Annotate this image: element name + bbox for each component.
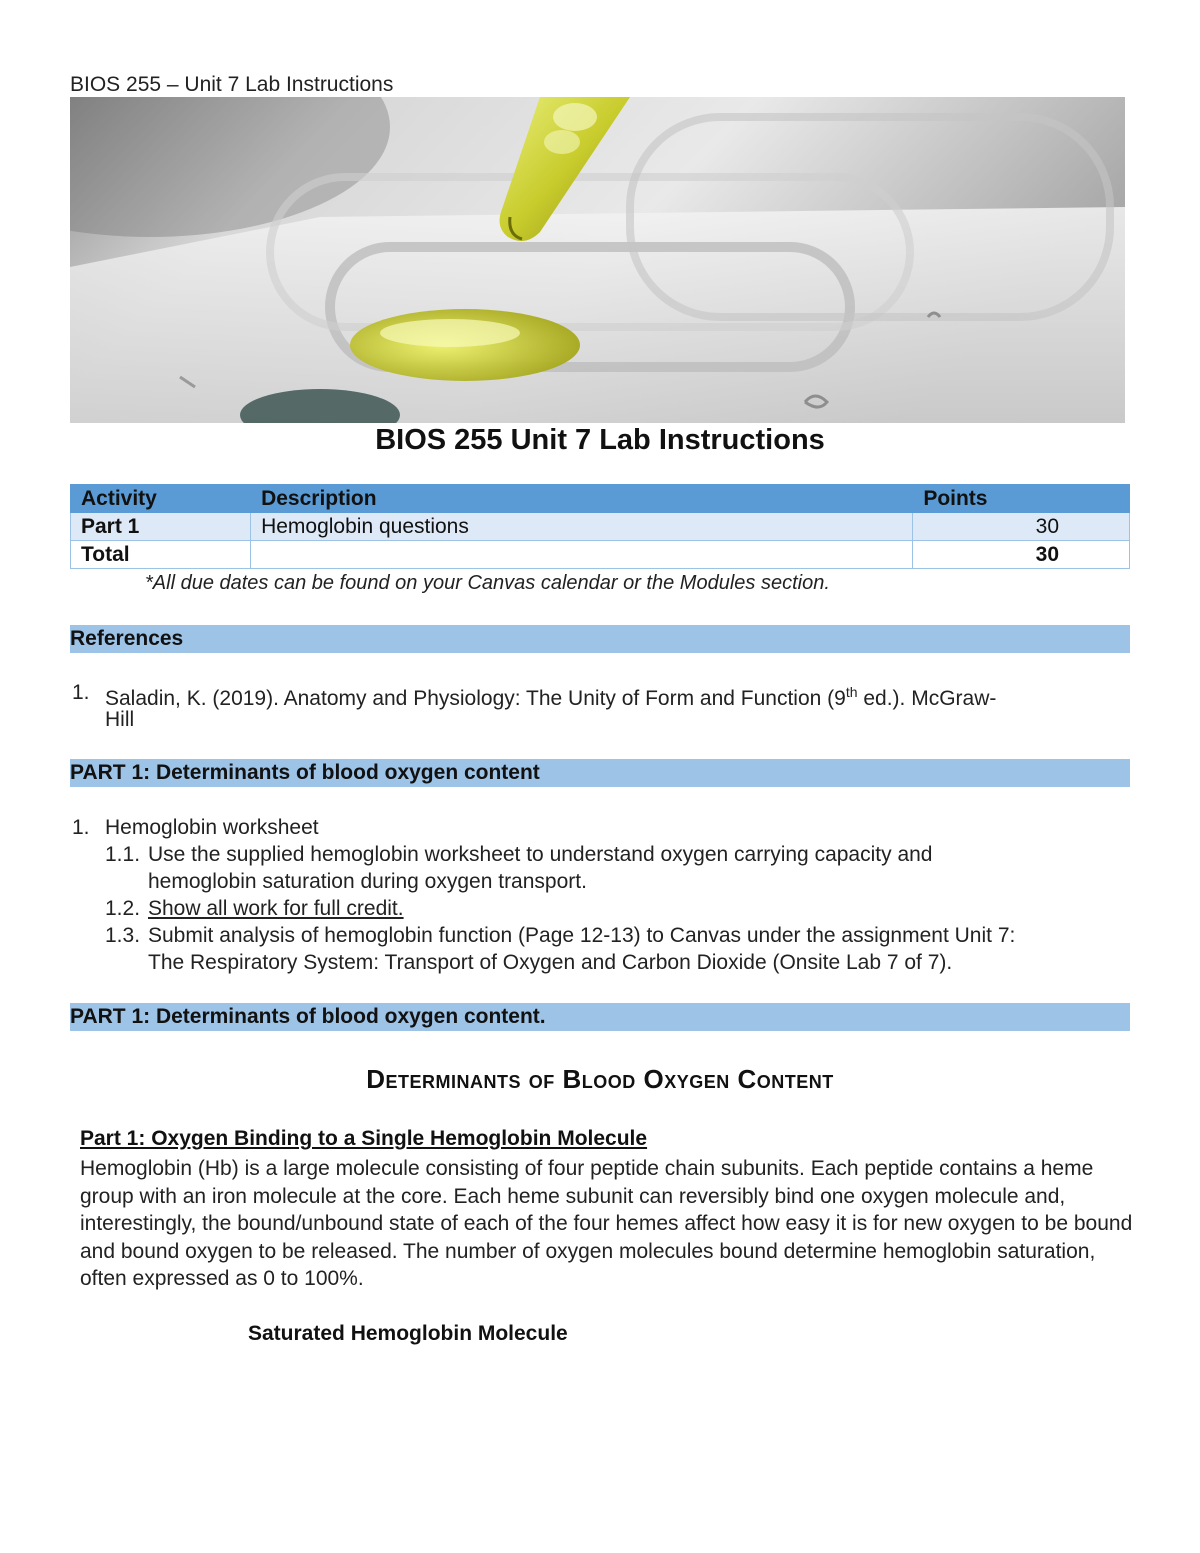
reference-text-b: ed.). McGraw- (857, 687, 997, 710)
header-description: Description (251, 485, 913, 513)
reference-number: 1. (72, 681, 90, 704)
table-header-row (71, 485, 1130, 513)
subitem-number: 1.2. (105, 897, 141, 920)
worksheet-title: Determinants of Blood Oxygen Content (366, 1064, 834, 1094)
reference-text-a: Saladin, K. (2019). Anatomy and Physiology: The Unity of Form and Function (9 (105, 687, 846, 710)
references-heading (70, 625, 1130, 653)
subitem-number: 1.3. (105, 924, 141, 947)
subitem-text: Submit analysis of hemoglobin function (Page 12-13) to Canvas under the assignment Unit 7: (148, 924, 1016, 947)
item-hemoglobin-worksheet: Hemoglobin worksheet (105, 816, 319, 839)
header-activity: Activity (71, 485, 251, 513)
subitem-text-cont: The Respiratory System: Transport of Oxygen and Carbon Dioxide (Onsite Lab 7 of 7). (148, 951, 953, 974)
cell-description (251, 541, 913, 569)
cell-activity: Part 1 (71, 513, 251, 541)
due-dates-note: *All due dates can be found on your Canvas calendar or the Modules section. (145, 572, 830, 594)
reference-line2: Hill (105, 708, 135, 731)
cell-points: 30 (913, 513, 1130, 541)
part1-band-2 (70, 1003, 1130, 1031)
worksheet-part-heading: Part 1: Oxygen Binding to a Single Hemoglobin Molecule (80, 1127, 648, 1150)
subitem-number: 1.1. (105, 843, 141, 866)
document-title: BIOS 255 Unit 7 Lab Instructions (375, 424, 825, 456)
references-heading-text: References (70, 627, 184, 650)
cell-description: Hemoglobin questions (251, 513, 913, 541)
header-points: Points (913, 485, 1130, 513)
part1-band-2-text: PART 1: Determinants of blood oxygen content. (70, 1005, 546, 1028)
reference-sup: th (845, 684, 858, 700)
subitem-text-cont: hemoglobin saturation during oxygen transport. (148, 870, 587, 893)
subitem-text-underlined: Show all work for full credit. (148, 897, 404, 920)
part1-heading-text: PART 1: Determinants of blood oxygen content (70, 761, 540, 784)
cell-activity: Total (71, 541, 251, 569)
cell-points: 30 (913, 541, 1130, 569)
table-row-total (71, 541, 1130, 569)
worksheet-paragraph: Hemoglobin (Hb) is a large molecule consisting of four peptide chain subunits. Each peptide contains a heme group with an iron molecule at the core. Each heme subunit can reversibly bind one oxygen molecule and, interestingly, the bound/unbound state of each of the four hemes affect how easy it is for new oxygen to be bound and bound oxygen to be released. The number of oxygen molecules bound determine hemoglobin saturation, often expressed as 0 to 100%. (80, 1157, 1133, 1291)
subitem-text: Use the supplied hemoglobin worksheet to understand oxygen carrying capacity and (148, 843, 933, 866)
running-header: BIOS 255 – Unit 7 Lab Instructions (70, 73, 394, 96)
item-number: 1. (72, 816, 90, 839)
figure-caption: Saturated Hemoglobin Molecule (248, 1322, 568, 1345)
table-row (71, 513, 1130, 541)
activity-table (70, 484, 1130, 569)
lab-pipette-photo (70, 97, 1125, 423)
part1-heading-band (70, 759, 1130, 787)
reference-line (105, 679, 996, 712)
